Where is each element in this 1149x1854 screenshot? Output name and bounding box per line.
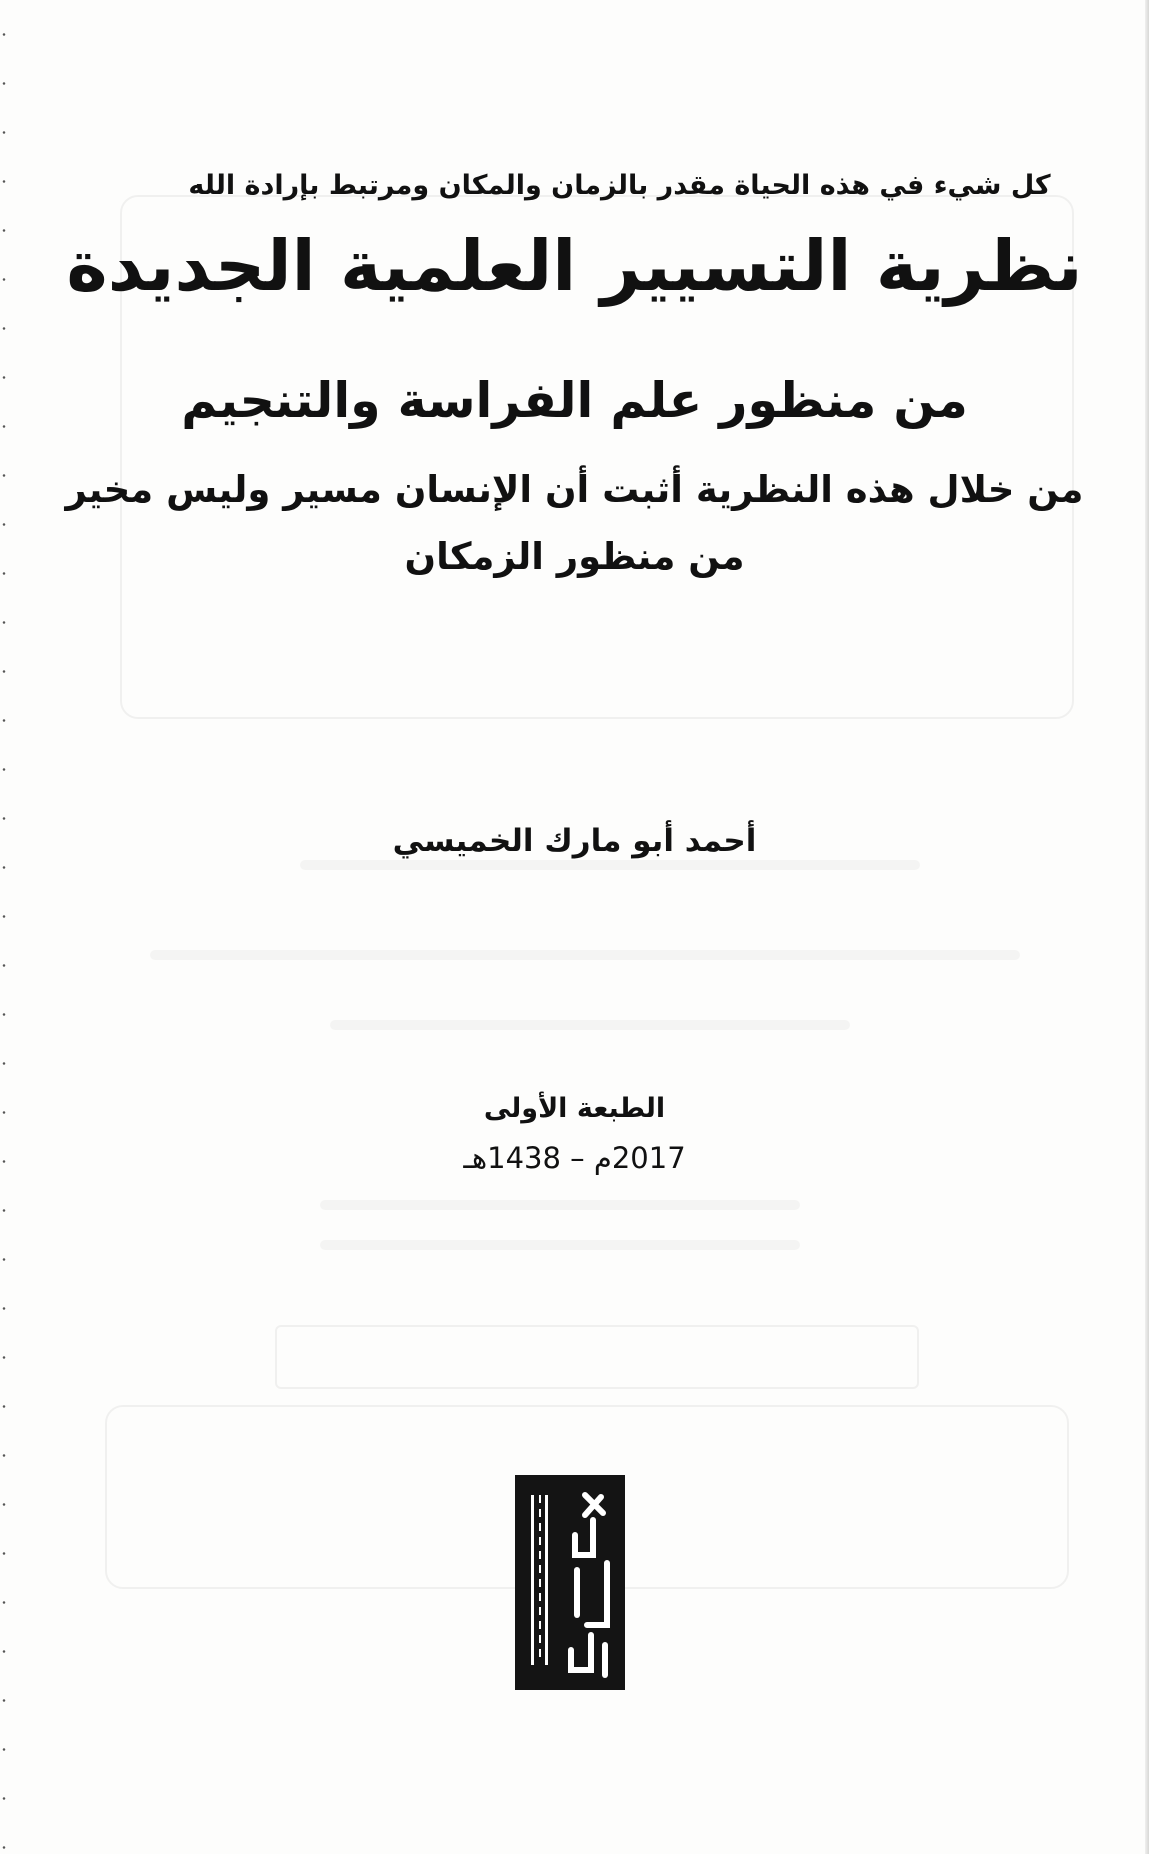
bleed-through-line	[330, 1020, 850, 1030]
book-subtitle: من منظور علم الفراسة والتنجيم	[181, 372, 968, 429]
preface-line: كل شيء في هذه الحياة مقدر بالزمان والمكان ومرتبط بإرادة الله	[188, 170, 1051, 201]
edition-label: الطبعة الأولى	[483, 1093, 666, 1124]
bleed-through-line	[150, 950, 1020, 960]
bleed-through-isbn-box	[275, 1325, 919, 1389]
edition-year: 2017م – 1438هـ	[463, 1141, 686, 1175]
bleed-through-line	[320, 1200, 800, 1210]
description-line-2: من منظور الزمكان	[404, 535, 745, 578]
publisher-logo-mark	[515, 1475, 625, 1690]
description-line-1: من خلال هذه النظرية أثبت أن الإنسان مسير وليس مخير	[65, 468, 1084, 511]
bleed-through-line	[320, 1240, 800, 1250]
publisher-logo-icon	[515, 1475, 625, 1690]
author-name: أحمد أبو مارك الخميسي	[392, 823, 757, 859]
book-title: نظرية التسيير العلمية الجديدة	[66, 225, 1083, 307]
bleed-through-line	[300, 860, 920, 870]
